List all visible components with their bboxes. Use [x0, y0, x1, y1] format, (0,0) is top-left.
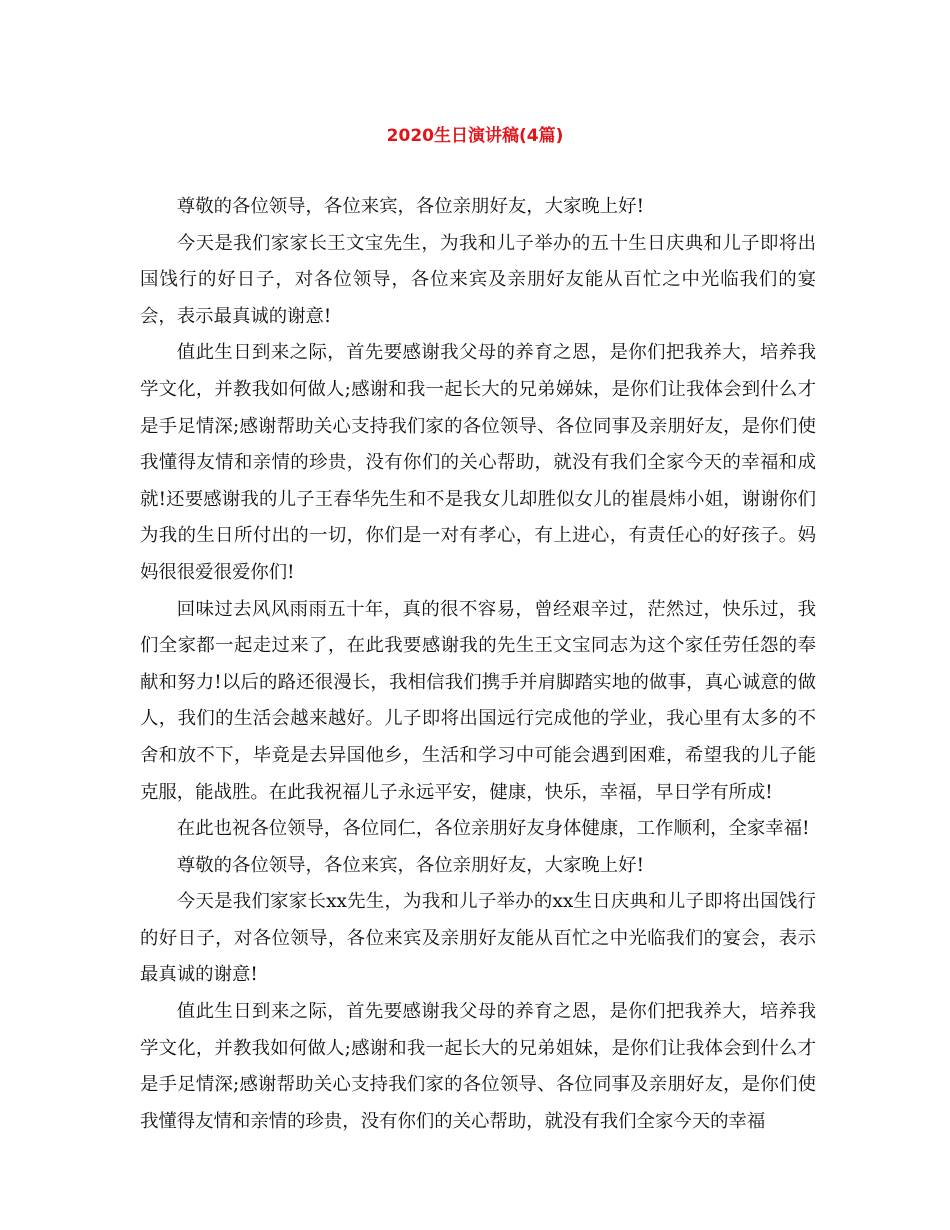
paragraph: 在此也祝各位领导，各位同仁，各位亲朋好友身体健康，工作顺利，全家幸福!	[176, 818, 810, 840]
paragraph: 今天是我们家家长王文宝先生，为我和儿子举办的五十生日庆典和儿子即将出国饯行的好日子，对各位领导，各位来宾及亲朋好友能从百忙之中光临我们的宴会，表示最真诚的谢意!	[140, 232, 816, 327]
paragraph: 值此生日到来之际，首先要感谢我父母的养育之恩，是你们把我养大，培养我学文化，并教我如何做人;感谢和我一起长大的兄弟姐妹，是你们让我体会到什么才是手足情深;感谢帮助关心支持我们家的各位领导、各位同事及亲朋好友，是你们使我懂得友情和亲情的珍贵，没有你们的关心帮助，就没有我们全家今天的幸福	[140, 1001, 816, 1132]
document-title: 2020生日演讲稿(4篇)	[386, 126, 564, 146]
paragraph: 今天是我们家家长xx先生，为我和儿子举办的xx生日庆典和儿子即将出国饯行的好日子，对各位领导，各位来宾及亲朋好友能从百忙之中光临我们的宴会，表示最真诚的谢意!	[140, 891, 816, 986]
paragraph: 回味过去风风雨雨五十年，真的很不容易，曾经艰辛过，茫然过，快乐过，我们全家都一起走过来了，在此我要感谢我的先生王文宝同志为这个家任劳任怨的奉献和努力!以后的路还很漫长，我相信我们携手并肩脚踏实地的做事，真心诚意的做人，我们的生活会越来越好。儿子即将出国远行完成他的学业，我心里有太多的不舍和放不下，毕竟是去异国他乡，生活和学习中可能会遇到困难，希望我的儿子能克服，能战胜。在此我祝福儿子永远平安，健康，快乐，幸福，早日学有所成!	[140, 598, 816, 803]
paragraph: 尊敬的各位领导，各位来宾，各位亲朋好友，大家晚上好!	[176, 854, 644, 876]
paragraph: 尊敬的各位领导，各位来宾，各位亲朋好友，大家晚上好!	[176, 196, 644, 217]
paragraph: 值此生日到来之际，首先要感谢我父母的养育之恩，是你们把我养大，培养我学文化，并教我如何做人;感谢和我一起长大的兄弟娣妹，是你们让我体会到什么才是手足情深;感谢帮助关心支持我们家的各位领导、各位同事及亲朋好友，是你们使我懂得友情和亲情的珍贵，没有你们的关心帮助，就没有我们全家今天的幸福和成就!还要感谢我的儿子王春华先生和不是我女儿却胜似女儿的崔晨炜小姐，谢谢你们为我的生日所付出的一切，你们是一对有孝心，有上进心，有责任心的好孩子。妈妈很很爱很爱你们!	[140, 342, 816, 583]
document-body	[140, 189, 816, 1140]
